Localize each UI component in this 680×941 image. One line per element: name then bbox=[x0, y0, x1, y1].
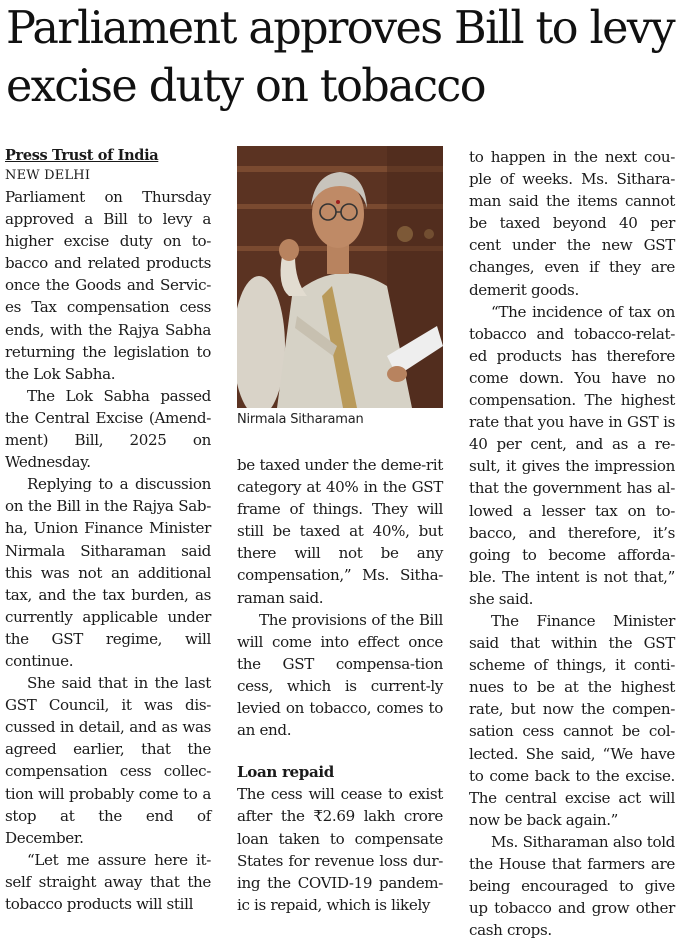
dateline: NEW DELHI bbox=[5, 168, 91, 183]
byline[interactable]: Press Trust of India bbox=[5, 147, 159, 164]
paragraph: Ms. Sitharaman also told the House that farmers are being encouraged to give up tobacco and grow other cash crops. bbox=[469, 832, 675, 940]
paragraph: to happen in the next cou-ple of weeks. Ms. Sithara-man said the items cannot be taxed beyond 40 per cent under the new GST changes, even if they are demerit goods. bbox=[469, 148, 675, 299]
subheading: Loan repaid bbox=[237, 763, 335, 782]
paragraph: “Let me assure here it-self straight away that the tobacco products will still bbox=[5, 850, 211, 913]
paragraph: Parliament on Thursday approved a Bill to levy a higher excise duty on to-bacco and related products once the Goods and Servic-es Tax compensation cess ends, with the Rajya Sabha returning the legislation to the Lok Sabha. bbox=[5, 188, 211, 383]
paragraph: “The incidence of tax on tobacco and tobacco-relat-ed products has therefore come down. You have no compensation. The highest rate that you have in GST is 40 per cent, and as a re-sult, it gives the impression that the government has al-lowed a lesser tax on to-bacco, and therefore, it’s going to become afforda-ble. The intent is not that,” she said. bbox=[469, 302, 675, 608]
article-column-1 bbox=[5, 146, 211, 915]
article-column-2 bbox=[237, 454, 443, 916]
paragraph: The Lok Sabha passed the Central Excise (Amend-ment) Bill, 2025 on Wednesday. bbox=[5, 386, 211, 472]
paragraph: The cess will cease to exist after the ₹2.69 lakh crore loan taken to compensate States for revenue loss dur-ing the COVID-19 pandem-ic is repaid, which is likely bbox=[237, 785, 443, 914]
paragraph: She said that in the last GST Council, it was dis-cussed in detail, and as was agreed earlier, that the compensation cess collec-tion will probably come to a stop at the end of December. bbox=[5, 674, 211, 847]
photo-caption: Nirmala Sitharaman bbox=[237, 412, 364, 427]
news-photo bbox=[237, 146, 443, 408]
paragraph: Replying to a discussion on the Bill in the Rajya Sab-ha, Union Finance Minister Nirmala Sitharaman said this was not an additional tax, and the tax burden, as currently applicable under the GST regime, will continue. bbox=[5, 475, 211, 670]
portrait-illustration bbox=[237, 146, 443, 408]
paragraph: The Finance Minister said that within the GST scheme of things, it conti-nues to be at the highest rate, but now the compen-sation cess cannot be col-lected. She said, “We have to come back to the excise. The central excise act will now be back again.” bbox=[469, 611, 675, 829]
paragraph: be taxed under the deme-rit category at 40% in the GST frame of things. They will still be taxed at 40%, but there will not be any compensation,” Ms. Sitha-raman said. bbox=[237, 456, 443, 607]
article-column-3 bbox=[469, 146, 675, 941]
headline: Parliament approves Bill to levy excise duty on tobacco bbox=[6, 3, 674, 112]
paragraph: The provisions of the Bill will come into effect once the GST compensa-tion cess, which is current-ly levied on tobacco, comes to an end. bbox=[237, 610, 443, 740]
